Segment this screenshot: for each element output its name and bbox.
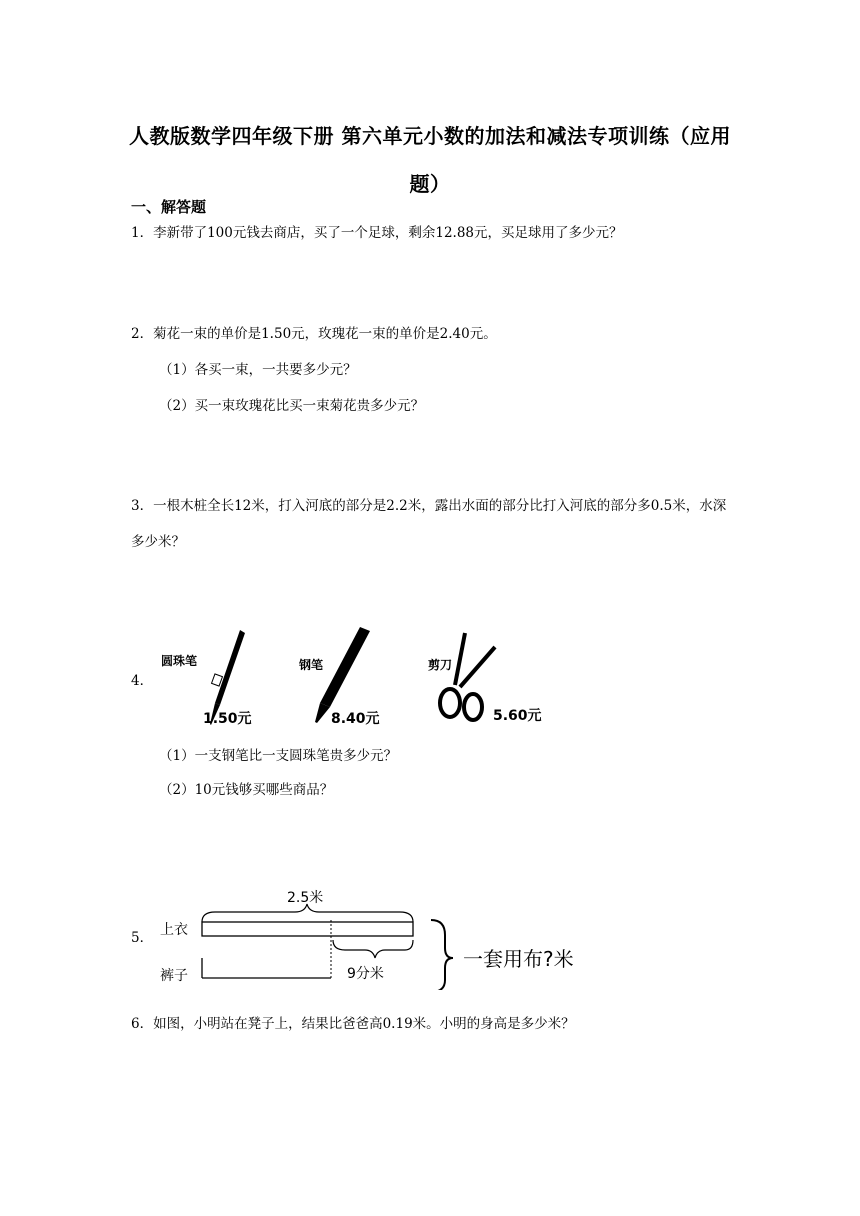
question-4-number: 4．	[131, 673, 154, 689]
stationery-figure	[155, 625, 555, 730]
ballpoint-pen-label: 圆珠笔	[161, 654, 198, 668]
fountain-pen-price: 8.40元	[331, 711, 380, 727]
question-5-number: 5．	[131, 930, 154, 946]
question-6	[131, 1013, 575, 1035]
question-number: 1．	[131, 225, 154, 241]
question-number: 3．	[131, 498, 154, 514]
fabric-diagram	[155, 880, 605, 990]
question-number: 2．	[131, 326, 154, 342]
scissors-price: 5.60元	[493, 708, 542, 724]
question-2	[131, 323, 497, 345]
question-text: 如图，小明站在凳子上，结果比爸爸高0.19米。小明的身高是多少米？	[153, 1016, 575, 1032]
question-1	[131, 222, 623, 244]
question-text: 菊花一束的单价是1.50元，玫瑰花一束的单价是2.40元。	[153, 326, 497, 342]
top-brace	[202, 904, 413, 922]
fountain-pen-label: 钢笔	[299, 658, 324, 672]
shirt-bar	[202, 922, 413, 936]
pants-label: 裤子	[160, 968, 188, 984]
question-number: 6．	[131, 1016, 154, 1032]
page-title: 人教版数学四年级下册 第六单元小数的加法和减法专项训练（应用题）	[129, 124, 731, 196]
question-text: 一根木桩全长12米，打入河底的部分是2.2米，露出水面的部分比打入河底的部分多0.5米，水深多少米？	[131, 498, 727, 550]
fountain-pen-icon	[315, 627, 370, 723]
difference-brace	[333, 940, 413, 958]
total-question-label: 一套用布?米	[463, 947, 574, 971]
question-text: 李新带了100元钱去商店，买了一个足球，剩余12.88元，买足球用了多少元？	[153, 225, 623, 241]
difference-label: 9分米	[347, 966, 384, 982]
question-3	[131, 488, 731, 560]
total-length-label: 2.5米	[287, 890, 324, 906]
total-brace	[431, 920, 453, 990]
section-heading: 一、解答题	[131, 198, 207, 216]
ballpoint-pen-price: 1.50元	[203, 711, 252, 727]
scissors-label: 剪刀	[428, 658, 453, 672]
shirt-label: 上衣	[160, 922, 188, 938]
question-4-sub-1: （1）一支钢笔比一支圆珠笔贵多少元？	[159, 748, 398, 764]
question-2-sub-2: （2）买一束玫瑰花比买一束菊花贵多少元？	[159, 398, 425, 414]
scissors-icon	[440, 633, 495, 720]
question-2-sub-1: （1）各买一束，一共要多少元？	[159, 362, 357, 378]
question-4-sub-2: （2）10元钱够买哪些商品？	[159, 782, 334, 798]
